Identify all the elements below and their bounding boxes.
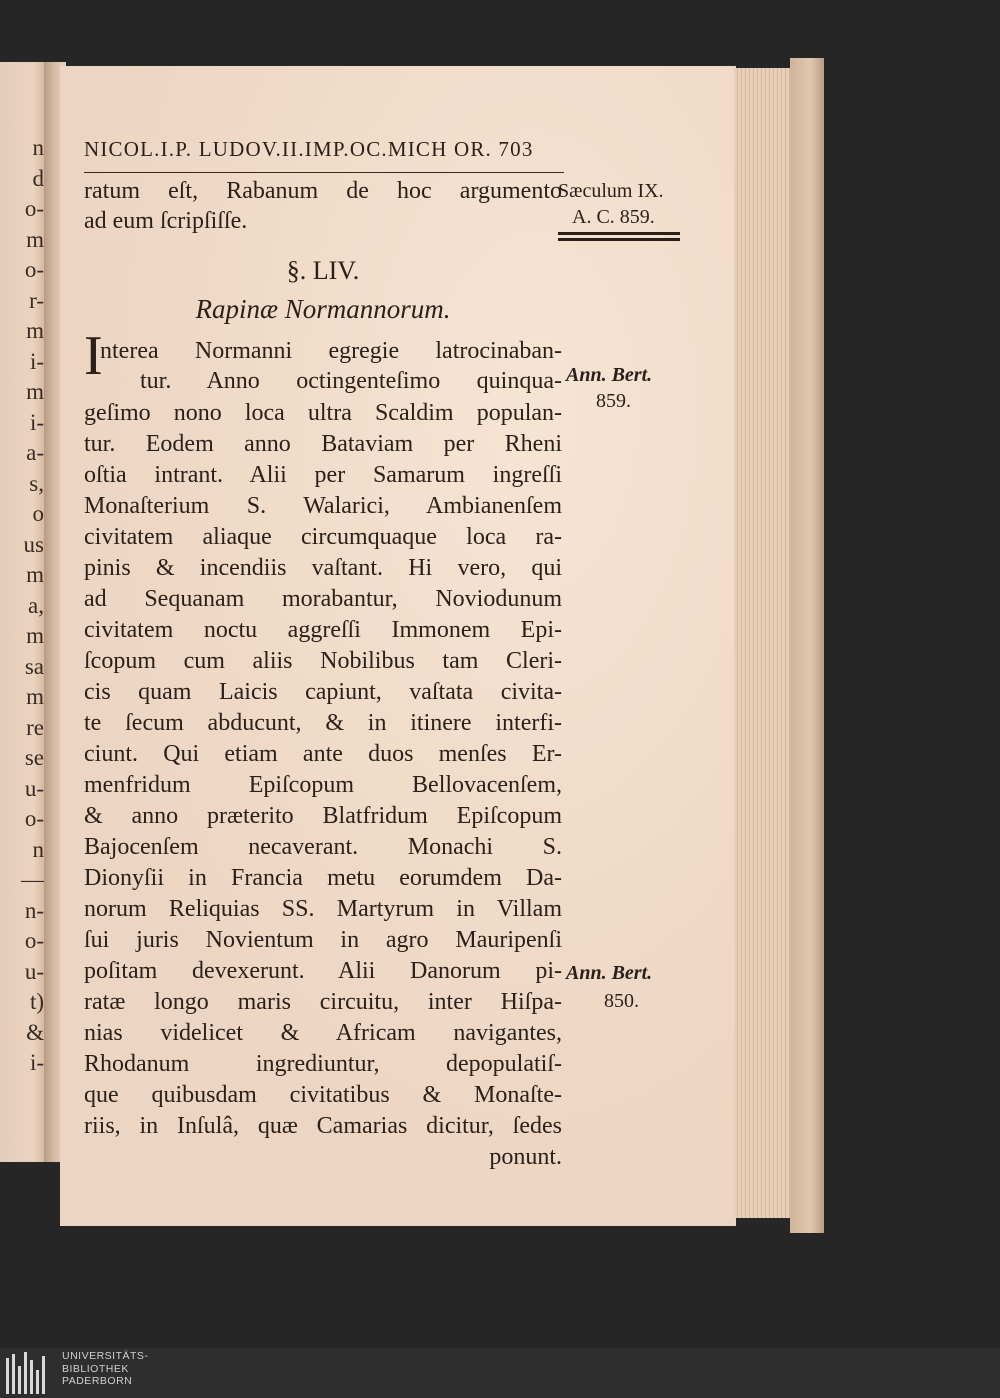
page-stack-edge xyxy=(734,68,794,1218)
text-line: nias videlicet & Africam navigantes, xyxy=(84,1020,562,1046)
margin-saeculum: Sæculum IX. xyxy=(558,180,664,202)
margin-rule-top xyxy=(558,232,680,235)
left-page-fragment: m xyxy=(26,318,44,343)
left-page-fragment: m xyxy=(26,623,44,648)
left-page-fragment: re xyxy=(26,714,44,740)
text-line: ad eum ſcripſiſſe. xyxy=(84,208,248,234)
text-line: nterea Normanni egregie latrocinaban- xyxy=(100,338,562,364)
margin-year-1: 859. xyxy=(596,390,631,412)
left-page-fragment: i- xyxy=(29,348,44,374)
text-line: pinis & incendiis vaſtant. Hi vero, qui xyxy=(84,555,562,581)
text-line: & anno præterito Blatfridum Epiſcopum xyxy=(84,803,562,829)
text-line: Bajocenſem necaverant. Monachi S. xyxy=(84,834,562,860)
text-line: tur. Anno octingenteſimo quinqua- xyxy=(140,368,562,394)
left-page-fragment: o- xyxy=(24,928,44,953)
left-page-fragment: r- xyxy=(29,287,44,313)
text-line: ciunt. Qui etiam ante duos menſes Er- xyxy=(84,741,562,767)
text-line: civitatem aliaque circumquaque loca ra- xyxy=(84,524,562,550)
left-page-fragment: a- xyxy=(26,440,44,465)
left-page-fragment: t) xyxy=(29,989,44,1014)
left-page-fragment: i- xyxy=(29,409,44,435)
left-page-fragment: se xyxy=(24,745,44,770)
text-line: Monaſterium S. Walarici, Ambianenſem xyxy=(84,493,562,519)
text-line: menfridum Epiſcopum Bellovacenſem, xyxy=(84,772,562,798)
left-page-fragment: n- xyxy=(24,897,44,923)
text-line: Rhodanum ingrediuntur, depopulatiſ- xyxy=(84,1051,562,1077)
left-page-fragment: — xyxy=(21,867,44,892)
left-page-fragment: n xyxy=(32,836,44,862)
library-logo-icon xyxy=(6,1352,54,1394)
text-line: te ſecum abducunt, & in itinere interfi- xyxy=(84,710,562,736)
left-page-fragment: s, xyxy=(29,470,44,496)
text-line: norum Reliquias SS. Martyrum in Villam xyxy=(84,896,562,922)
text-line: riis, in Inſulâ, quæ Camarias dicitur, ſedes xyxy=(84,1113,562,1139)
footer-bar xyxy=(0,1348,1000,1398)
left-page-fragment: o- xyxy=(24,196,44,221)
text-line: ſui juris Novientum in agro Mauripenſi xyxy=(84,927,562,953)
margin-ann-bert-2: Ann. Bert. xyxy=(566,962,653,984)
margin-rule-bottom xyxy=(558,238,680,241)
header-rule xyxy=(84,172,564,173)
text-line: ad Sequanam morabantur, Noviodunum xyxy=(84,586,562,612)
text-line: ponunt. xyxy=(489,1144,562,1170)
text-line: Rapinæ Normannorum. xyxy=(195,294,451,324)
logo-line-3: PADERBORN xyxy=(62,1375,133,1387)
left-page-fragment: m xyxy=(26,226,44,252)
text-line: ratum eſt, Rabanum de hoc argumento xyxy=(84,178,562,204)
text-line: geſimo nono loca ultra Scaldim populan- xyxy=(84,400,562,426)
text-line: Dionyſii in Francia metu eorumdem Da- xyxy=(84,865,562,891)
library-logo-text xyxy=(62,1350,148,1388)
text-line: tur. Eodem anno Bataviam per Rheni xyxy=(84,431,562,457)
left-page-edge xyxy=(0,62,48,1162)
left-page-fragment: & xyxy=(26,1019,44,1045)
text-line: poſitam devexerunt. Alii Danorum pi- xyxy=(84,958,562,984)
left-page-fragment: us xyxy=(23,531,44,557)
left-page-fragment: d xyxy=(32,165,44,191)
left-page-fragment: o- xyxy=(24,806,44,831)
left-page-fragment: o- xyxy=(24,257,44,282)
left-page-fragment: m xyxy=(26,379,44,404)
drop-cap: I xyxy=(84,325,103,387)
margin-year-2: 850. xyxy=(604,990,639,1012)
book-cover-edge xyxy=(790,58,824,1233)
text-line: ratæ longo maris circuitu, inter Hiſpa- xyxy=(84,989,562,1015)
logo-line-1: UNIVERSITÄTS- xyxy=(62,1350,149,1362)
text-line: cis quam Laicis capiunt, vaſtata civita- xyxy=(84,679,562,705)
left-page-fragment: m xyxy=(26,684,44,709)
running-head: NICOL.I.P. LUDOV.II.IMP.OC.MICH OR. 703 xyxy=(84,137,534,161)
left-page-fragment: o xyxy=(32,501,44,526)
left-page-fragment: u- xyxy=(24,958,44,984)
text-line: ſcopum cum aliis Nobilibus tam Cleri- xyxy=(84,648,562,674)
margin-anno-christi: A. C. 859. xyxy=(572,206,655,228)
text-line: §. LIV. xyxy=(286,256,360,285)
left-page-fragment: u- xyxy=(24,775,44,801)
text-line: oſtia intrant. Alii per Samarum ingreſſi xyxy=(84,462,562,488)
left-page-fragment: i- xyxy=(29,1050,44,1075)
text-line: que quibusdam civitatibus & Monaſte- xyxy=(84,1082,562,1108)
left-page-fragment: m xyxy=(26,562,44,587)
logo-line-2: BIBLIOTHEK xyxy=(62,1362,129,1375)
text-line: civitatem noctu aggreſſi Immonem Epi- xyxy=(84,617,562,643)
left-page-fragment: a, xyxy=(28,592,44,618)
margin-ann-bert-1: Ann. Bert. xyxy=(566,364,653,386)
left-page-fragment: n xyxy=(32,135,44,160)
left-page-fragment: sa xyxy=(24,653,44,679)
